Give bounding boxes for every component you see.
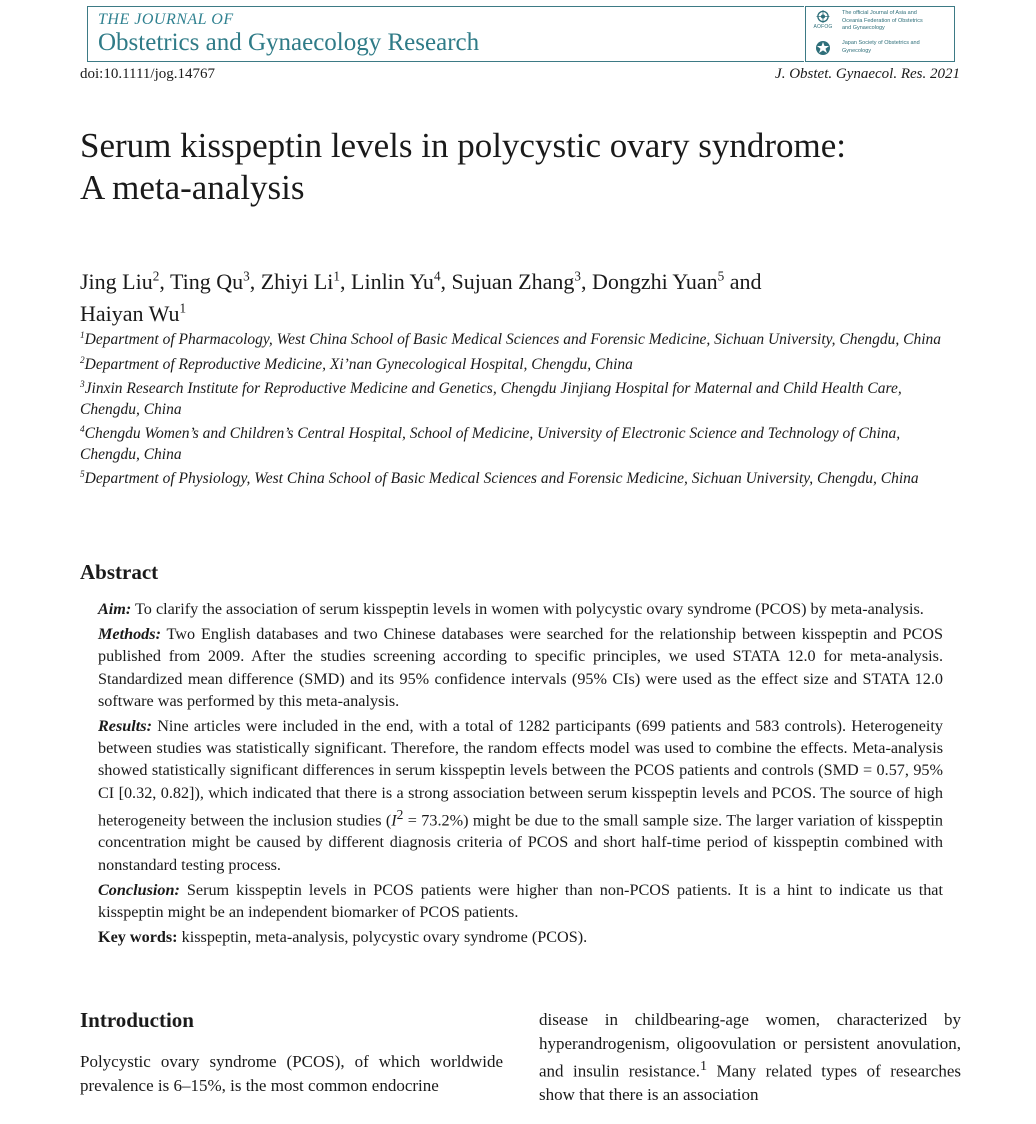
jsog-text: Japan Society of Obstetrics and Gynecology [842,40,920,54]
doi: doi:10.1111/jog.14767 [80,66,215,82]
journal-masthead [87,6,804,62]
journal-name: Obstetrics and Gynaecology Research [98,29,480,56]
author: Dongzhi Yuan$^5$ and [591,269,762,295]
society-logos [805,6,955,62]
intro-left-column [80,1050,503,1097]
abstract-body [98,598,943,951]
aofog-abbr: AOFOG [813,24,833,30]
article-title [80,125,940,209]
aofog-text: The official Journal of Asia and Oceania Federation of Obstetrics and Gynaecology [842,10,923,31]
reference-marker[interactable]: 1 [699,1058,708,1074]
intro-paragraph-continued: disease in childbearing-age women, characterized by hyperandrogenism, oligoovulation or persistent anovulation, and insulin resistance.$^1$ Many related types of researches show that there is an association [539,1010,961,1105]
aofog-society [812,10,932,33]
intro-right-column [539,1008,961,1107]
affiliations [80,326,955,490]
author: Jing Liu$^2$, [80,269,170,295]
affiliation: $^2$Department of Reproductive Medicine, Xi’nan Gynecological Hospital, Chengdu, China [80,355,633,373]
abstract-results: Results: Nine articles were included in the end, with a total of 1282 participants (699 patients and 583 controls). Heterogeneity between studies was statistically significant. Therefore, the random effects model was used to combine the effects. Meta-analysis showed statistically significant differences in serum kisspeptin levels between the PCOS patients and controls (SMD = 0.57, 95% CI [0.32, 0.82]), which indicated that there is a strong association between serum kisspeptin levels and PCOS. The source of high heterogeneity between the inclusion studies $(I^2 = 73.2\%)$ might be due to the small sample size. The larger variation of kisspeptin concentration might be caused by different diagnosis criteria of PCOS and short half-time period of kisspeptin combined with nonstandard testing process. [98,717,943,874]
author: Linlin Yu$^4$, [351,269,452,295]
abstract-methods: Methods: Two English databases and two Chinese databases were searched for the relationship between kisspeptin and PCOS published from 2009. After the studies screening according to specific principles, we used STATA 12.0 for meta-analysis. Standardized mean difference (SMD) and its 95% confidence intervals (95% CIs) were used as the effect size and STATA 12.0 software was performed by this meta-analysis. [98,625,943,710]
abstract-aim: Aim: To clarify the association of serum kisspeptin levels in women with polycystic ovary syndrome (PCOS) by meta-analysis. [98,600,924,618]
affiliation: $^5$Department of Physiology, West China School of Basic Medical Sciences and Forensic Medicine, Sichuan University, Chengdu, China [80,470,919,488]
jsog-society [812,40,932,60]
author: Ting Qu$^3$, [169,269,261,295]
author: Zhiyi Li$^1$, [260,269,352,295]
journal-name-prefix: THE JOURNAL OF [98,11,234,28]
affiliation: $^3$Jinxin Research Institute for Reproductive Medicine and Genetics, Chengdu Jinjiang Hospital for Maternal and Child Health Care, Chengdu, China [80,380,902,418]
jsog-logo-icon [812,40,834,60]
affiliation: $^4$Chengdu Women’s and Children’s Central Hospital, School of Medicine, University of Electronic Science and Technology of China, Chengdu, China [80,425,901,463]
introduction-heading: Introduction [80,1008,194,1032]
author: Sujuan Zhang$^3$, [451,269,592,295]
journal-citation: J. Obstet. Gynaecol. Res. 2021 [775,66,960,82]
title-line-2: A meta-analysis [80,168,305,207]
title-line-1: Serum kisspeptin levels in polycystic ovary syndrome: [80,126,847,165]
abstract-conclusion: Conclusion: Serum kisspeptin levels in PCOS patients were higher than non-PCOS patients. It is a hint to indicate us that kisspeptin might be an independent biomarker of PCOS patients. [98,880,943,922]
abstract-heading: Abstract [80,560,159,584]
author-list [80,264,940,327]
intro-paragraph: Polycystic ovary syndrome (PCOS), of which worldwide prevalence is 6–15%, is the most common endocrine [80,1052,503,1095]
abstract-keywords: Key words: kisspeptin, meta-analysis, polycystic ovary syndrome (PCOS). [98,928,588,947]
author: Haiyan Wu$^1$ [80,300,187,326]
affiliation: $^1$Department of Pharmacology, West China School of Basic Medical Sciences and Forensic Medicine, Sichuan University, Chengdu, China [80,331,942,349]
aofog-logo-icon [812,10,834,30]
